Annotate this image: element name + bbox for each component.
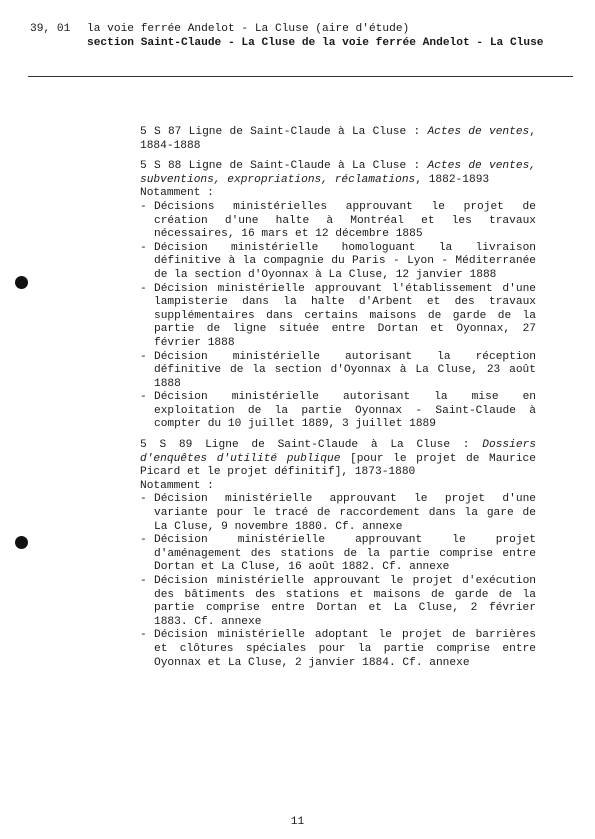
- list-dash: -: [140, 241, 147, 254]
- notamment-label: Notamment :: [140, 187, 214, 200]
- list-item: [140, 534, 536, 575]
- punch-hole-icon: [15, 536, 28, 549]
- list-dash: -: [140, 629, 147, 642]
- list-item-text: Décision ministérielle homologuant la livraison définitive à la compagnie du Paris - Lyon - Méditerranée de la section d'Oyonnax à La Cluse, 12 janvier 1888: [154, 241, 536, 281]
- entry-title-suffix: , 1882-1893: [415, 173, 490, 186]
- decision-list: [140, 493, 536, 670]
- header-line-1: la voie ferrée Andelot - La Cluse (aire d'étude): [87, 23, 410, 35]
- archive-entry: [140, 160, 536, 432]
- list-dash: -: [140, 200, 147, 213]
- list-dash: -: [140, 575, 147, 587]
- list-dash: -: [140, 350, 147, 363]
- entry-title: [140, 439, 536, 480]
- entry-title: [140, 126, 536, 153]
- list-dash: -: [140, 282, 147, 295]
- list-item-text: Décision ministérielle approuvant le projet d'une variante pour le tracé de raccordement dans la gare de La Cluse, 9 novembre 1880. Cf. annexe: [154, 493, 536, 533]
- list-item: [140, 283, 536, 351]
- entry-title-suffix: , 1884-1888: [140, 126, 536, 152]
- entry-code: 5 S 88: [140, 160, 182, 173]
- list-dash: -: [140, 534, 147, 547]
- entry-title-prefix: Ligne de Saint-Claude à La Cluse :: [188, 160, 421, 173]
- entry-code: 5 S 89: [140, 439, 193, 452]
- entry-title-italic: Actes de ventes, subventions, expropriations, réclamations: [140, 160, 536, 186]
- entry-title-prefix: Ligne de Saint-Claude à La Cluse :: [205, 439, 470, 452]
- header-divider: [28, 76, 573, 77]
- list-item: [140, 242, 536, 283]
- page-number: 11: [290, 816, 305, 828]
- punch-hole-icon: [15, 276, 28, 289]
- list-item-text: Décision ministérielle approuvant le projet d'exécution des bâtiments des stations et maisons de garde de la partie comprise entre Dortan et La Cluse, 2 février 1883. Cf. annexe: [154, 575, 536, 628]
- notamment-label: Notamment :: [140, 479, 214, 492]
- list-item-text: Décisions ministérielles approuvant le projet de création d'une halte à Montréal et les travaux nécessaires, 16 mars et 12 décembre 1885: [154, 200, 536, 241]
- list-item: [140, 493, 536, 534]
- archive-entry: [140, 126, 536, 153]
- decision-list: [140, 201, 536, 432]
- list-dash: -: [140, 391, 147, 404]
- header-reference: 39, 01: [30, 23, 71, 35]
- list-item-text: Décision ministérielle adoptant le projet de barrières et clôtures spéciales pour la partie comprise entre Oyonnax et La Cluse, 2 janvier 1884. Cf. annexe: [154, 629, 536, 669]
- list-item-text: Décision ministérielle autorisant la mise en exploitation de la partie Oyonnax - Saint-Claude à compter du 10 juillet 1889, 3 juillet 1889: [154, 391, 536, 431]
- list-item-text: Décision ministérielle approuvant l'établissement d'une lampisterie dans la halte d'Arbent et des travaux supplémentaires dans certains maisons de garde de la partie de ligne située entre Dortan et Oyonnax, 27 février 1888: [154, 282, 536, 349]
- header-title: [87, 22, 567, 50]
- list-item: [140, 629, 536, 670]
- entry-title-prefix: Ligne de Saint-Claude à La Cluse :: [188, 126, 421, 138]
- entry-title: [140, 160, 536, 187]
- archive-entry: [140, 439, 536, 670]
- entry-code: 5 S 87: [140, 126, 182, 138]
- header-line-2: section Saint-Claude - La Cluse de la voie ferrée Andelot - La Cluse: [87, 37, 544, 49]
- list-item: [140, 351, 536, 392]
- list-item: [140, 201, 536, 242]
- document-body: [140, 126, 536, 677]
- list-dash: -: [140, 493, 147, 506]
- entry-title-italic: Dossiers d'enquêtes d'utilité publique: [140, 439, 536, 465]
- entry-title-italic: Actes de ventes: [427, 126, 530, 138]
- list-item: [140, 391, 536, 432]
- list-item-text: Décision ministérielle approuvant le projet d'aménagement des stations de la partie comprise entre Dortan et La Cluse, 16 août 1882. Cf. annexe: [154, 534, 536, 574]
- list-item: [140, 575, 536, 629]
- list-item-text: Décision ministérielle autorisant la réception définitive de la section d'Oyonnax à La Cluse, 23 août 1888: [154, 350, 536, 390]
- entry-title-suffix: [pour le projet de Maurice Picard et le projet définitif], 1873-1880: [140, 452, 536, 479]
